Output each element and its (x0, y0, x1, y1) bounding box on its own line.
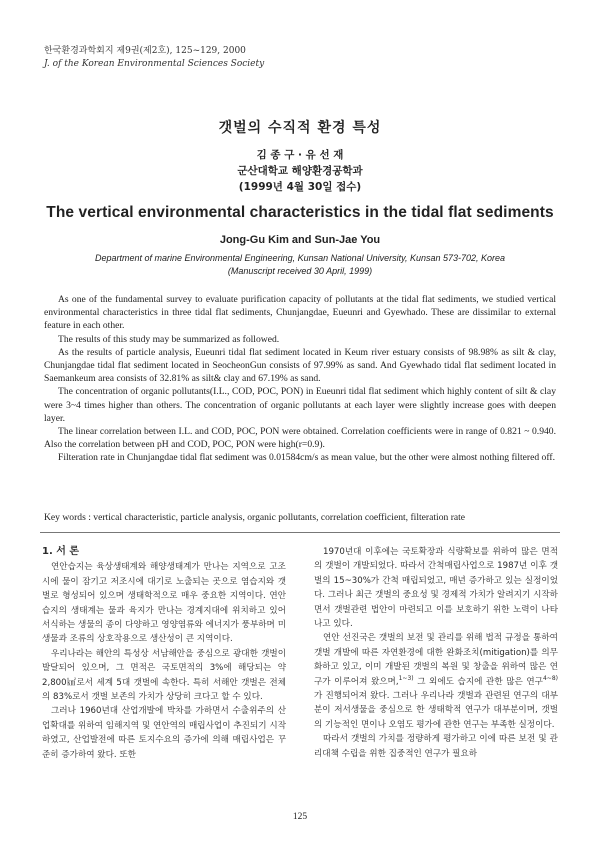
keywords: Key words : vertical characteristic, particle analysis, organic pollutants, correlation coefficient, filteration rate (44, 512, 466, 523)
body-paragraph: 그러나 1960년대 산업개발에 박차를 가하면서 수출위주의 산업확대를 위하여 임해지역 및 연안역의 매립사업이 추진되기 시작하였고, 산업발전에 따른 토지수요의 증가에 의해 매립사업은 꾸준히 증가하여 왔다. 또한 (42, 706, 286, 760)
body-paragraph: 1970년대 이후에는 국토확장과 식량확보를 위하여 많은 면적의 갯벌이 개발되었다. 따라서 간척매립사업으로 1987년 이후 갯벌의 15~30%가 간척 매립되었고, 매년 증가하고 있는 실정이었다. 그러나 최근 갯벌의 중요성 및 경제적 가치가 알려지기 시작하면서 갯벌관련 법안이 마련되고 이를 보호하기 위한 노력이 나타나고 있다. (314, 547, 558, 630)
body-column-left (42, 545, 286, 762)
body-paragraph: 따라서 갯벌의 가치를 정량하게 평가하고 이에 따른 보전 및 관리대책 수립을 위한 집중적인 연구가 필요하 (314, 734, 558, 759)
authors-english: Jong-Gu Kim and Sun-Jae You (219, 234, 381, 246)
citation-superscript: 1~3) (398, 674, 414, 682)
abstract-paragraph: The linear correlation between I.L. and COD, POC, PON were obtained. Correlation coefficients were in range of 0.821 ~ 0.940. Also the correlation between pH and COD, POC, PON were high(r=0.9). (44, 426, 556, 451)
journal-citation-ko: 한국환경과학회지 제9권(제2호), 125~129, 2000 (44, 46, 246, 56)
affiliation-korean: 군산대학교 해양환경공학과 (237, 165, 363, 177)
body-column-right (314, 545, 558, 761)
affiliation-block-english (0, 252, 600, 278)
body-paragraph: 우리나라는 해안의 특성상 서남해안을 중심으로 광대한 갯벌이 발달되어 있으며, 그 면적은 국토면적의 3%에 해당되는 약 2,800㎢로서 세계 5대 갯벌에 속한다. 특히 서해안 갯벌은 전체의 83%로서 갯벌 보존의 가치가 상당히 크다고 할 수 있다. (42, 648, 286, 703)
received-english: (Manuscript received 30 April, 1999) (227, 266, 373, 276)
author-block-korean (0, 147, 600, 195)
received-korean: (1999년 4월 30일 접수) (238, 181, 362, 193)
affiliation-english: Department of marine Environmental Engineering, Kunsan National University, Kunsan 573-702, Korea (94, 253, 506, 263)
abstract-paragraph: As the results of particle analysis, Eueunri tidal flat sediment located in Keum river estuary consists of 98.98% as silt & clay, Chunjangdae tidal flat sediment located in SeocheonGun consists of 97.99% as sand. And Gyewhado tidal flat sediment located in Saemankeum area consists of 32.81% as silt& clay and 67.19% as sand. (44, 346, 556, 385)
abstract-paragraph: Filteration rate in Chunjangdae tidal flat sediment was 0.01584cm/s as mean value, but the other were almost nothing filtered off. (58, 452, 555, 464)
body-text: 연안 선진국은 갯벌의 보전 및 관리를 위해 법적 규정을 통하여 갯벌 개발에 따른 자연환경에 대한 완화조치(mitigation)를 의무화하고 있고, 이미 개발된 갯벌의 복원 및 창출을 위하여 많은 연구가 이루어져 왔으며, (314, 633, 558, 687)
authors-korean: 김 종 구 · 유 선 재 (256, 149, 344, 161)
body-text: 그 외에도 습지에 관한 많은 연구 (417, 676, 543, 687)
body-paragraph (314, 631, 558, 732)
body-paragraph: 연안습지는 육상생태계와 해양생태계가 만나는 지역으로 고조시에 물이 잠기고 저조시에 대기로 노출되는 곳으로 염습지와 갯벌로 형성되어 있으며 생태학적으로 매우 중요한 지역이다. 연안습지의 생태계는 물과 육지가 만나는 경계지대에 위치하고 있어 서식하는 생물의 종이 다양하고 영양염류와 에너지가 풍부하며 미생물과 조류의 상호작용으로 생산성이 큰 지역이다. (42, 562, 286, 645)
title-korean: 갯벌의 수직적 환경 특성 (218, 120, 382, 136)
section-heading: 1. 서 론 (42, 546, 80, 557)
journal-citation-en: J. of the Korean Environmental Sciences Society (44, 59, 265, 69)
divider (40, 532, 560, 533)
abstract-paragraph: The concentration of organic pollutants(I.L., COD, POC, PON) in Eueunri tidal flat sediment which highly content of silt & clay were 3~4 times higher than others. The concentration of organic pollutants at each layer were slightly increase goes with deepen layer. (44, 386, 556, 424)
body-text: 가 진행되어져 왔다. 그러나 우리나라 갯벌과 관련된 연구의 대부분이 저서생물을 중심으로 한 생태학적 연구가 대부분이며, 갯벌의 기능적인 면이나 오염도 평가에 관한 연구는 부족한 실정이다. (314, 691, 558, 730)
title-english: The vertical environmental characteristics in the tidal flat sediments (46, 204, 554, 221)
abstract (44, 293, 556, 465)
abstract-paragraph: The results of this study may be summarized as followed. (58, 333, 280, 345)
citation-superscript: 4~8) (542, 674, 558, 682)
page-number: 125 (292, 812, 308, 822)
journal-header (44, 45, 264, 71)
abstract-paragraph: As one of the fundamental survey to evaluate purification capacity of pollutants at the tidal flat sediments, we studied vertical environmental characteristics in three tidal flat sediments, Chunjangdae, Eueunri and Gyewhado. These are dissimilar to external feature in each other. (44, 294, 556, 332)
